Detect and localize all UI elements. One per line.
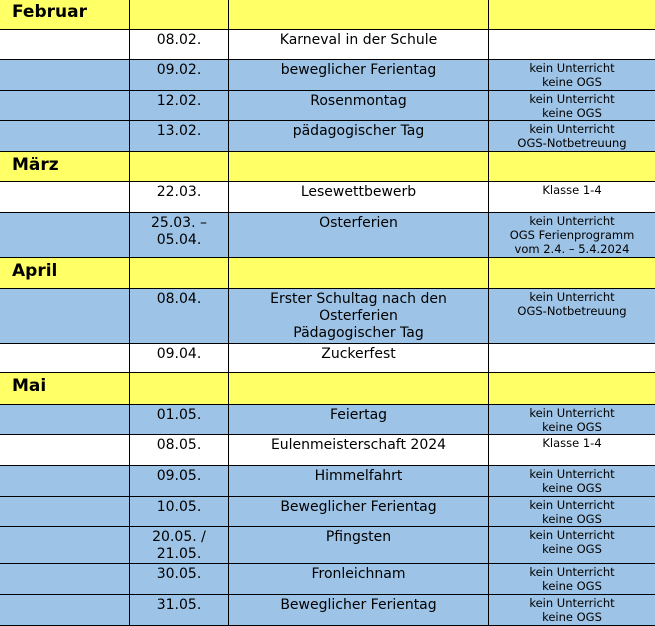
month-row-april [0, 258, 655, 289]
note-cell: kein Unterricht keine OGS [489, 497, 655, 527]
date-cell: 22.03. [130, 182, 229, 213]
note-cell: kein Unterricht keine OGS [489, 60, 655, 91]
month-row-maerz [0, 152, 655, 182]
event-cell: Himmelfahrt [229, 466, 489, 497]
table-row [0, 121, 655, 152]
date-cell: 10.05. [130, 497, 229, 527]
event-cell: Zuckerfest [229, 344, 489, 373]
note-cell: kein Unterricht OGS-Notbetreuung [489, 121, 655, 152]
month-row-mai [0, 373, 655, 405]
note-cell: kein Unterricht keine OGS [489, 527, 655, 564]
note-cell: kein Unterricht OGS-Notbetreuung [489, 289, 655, 344]
event-cell: Beweglicher Ferientag [229, 595, 489, 626]
event-cell: Fronleichnam [229, 564, 489, 595]
table-row [0, 405, 655, 435]
event-cell: Pfingsten [229, 527, 489, 564]
table-row [0, 595, 655, 626]
month-label: April [0, 258, 130, 289]
date-cell: 31.05. [130, 595, 229, 626]
event-cell: beweglicher Ferientag [229, 60, 489, 91]
note-cell: kein Unterricht keine OGS [489, 91, 655, 121]
date-cell: 08.04. [130, 289, 229, 344]
note-cell [489, 344, 655, 373]
date-cell: 09.04. [130, 344, 229, 373]
note-cell [489, 30, 655, 60]
date-cell: 01.05. [130, 405, 229, 435]
date-cell: 09.05. [130, 466, 229, 497]
date-cell: 13.02. [130, 121, 229, 152]
note-cell: kein Unterricht keine OGS [489, 405, 655, 435]
note-cell: kein Unterricht keine OGS [489, 466, 655, 497]
date-cell: 25.03. – 05.04. [130, 213, 229, 258]
month-label: März [0, 152, 130, 182]
table-row [0, 182, 655, 213]
date-cell: 09.02. [130, 60, 229, 91]
note-cell: kein Unterricht keine OGS [489, 595, 655, 626]
date-cell: 08.02. [130, 30, 229, 60]
date-cell: 12.02. [130, 91, 229, 121]
table-row [0, 497, 655, 527]
note-cell: kein Unterricht OGS Ferienprogramm vom 2.4. – 5.4.2024 [489, 213, 655, 258]
table-row [0, 564, 655, 595]
event-cell: Karneval in der Schule [229, 30, 489, 60]
note-cell: Klasse 1-4 [489, 435, 655, 466]
event-cell: Erster Schultag nach den Osterferien Pädagogischer Tag [229, 289, 489, 344]
table-row [0, 344, 655, 373]
date-cell: 30.05. [130, 564, 229, 595]
event-cell: Osterferien [229, 213, 489, 258]
event-cell: Lesewettbewerb [229, 182, 489, 213]
event-cell: pädagogischer Tag [229, 121, 489, 152]
table-row [0, 60, 655, 91]
note-cell: Klasse 1-4 [489, 182, 655, 213]
date-cell: 08.05. [130, 435, 229, 466]
table-row [0, 30, 655, 60]
table-row [0, 289, 655, 344]
month-label: Februar [0, 0, 130, 30]
event-cell: Beweglicher Ferientag [229, 497, 489, 527]
event-cell: Feiertag [229, 405, 489, 435]
table-row [0, 527, 655, 564]
event-cell: Rosenmontag [229, 91, 489, 121]
table-row [0, 213, 655, 258]
month-label: Mai [0, 373, 130, 405]
table-row [0, 91, 655, 121]
date-cell: 20.05. / 21.05. [130, 527, 229, 564]
table-row [0, 466, 655, 497]
note-cell: kein Unterricht keine OGS [489, 564, 655, 595]
table-row [0, 435, 655, 466]
month-row-februar [0, 0, 655, 30]
event-cell: Eulenmeisterschaft 2024 [229, 435, 489, 466]
